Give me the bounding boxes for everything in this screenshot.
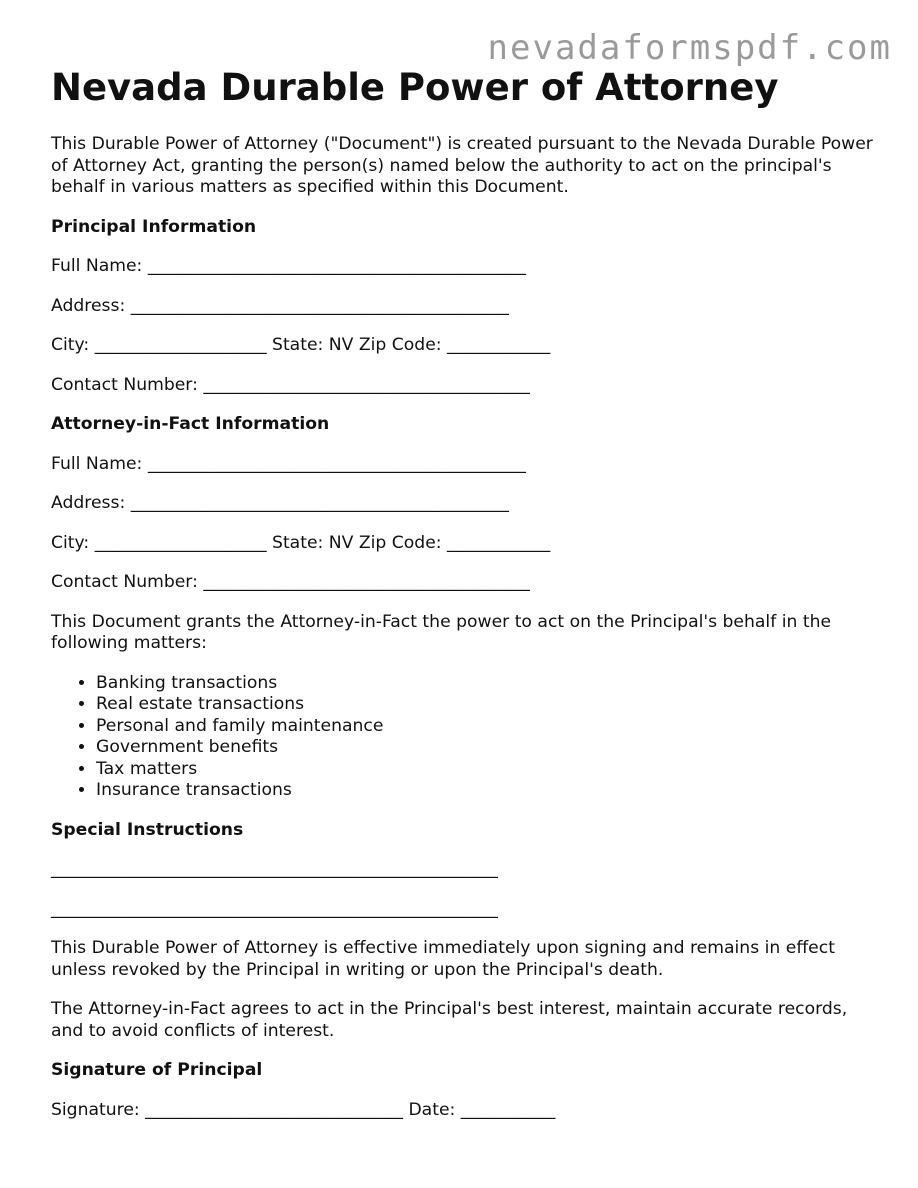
attorney-city-state-zip-field[interactable]: City: ____________________ State: NV Zip Code: ____________ [51, 532, 551, 553]
powers-intro-paragraph: This Document grants the Attorney-in-Fact the power to act on the Principal's behalf in the following matters: [51, 611, 832, 653]
list-item: • Government benefits [96, 737, 881, 759]
principal-contact-field[interactable]: Contact Number: ______________________________________ [51, 374, 530, 395]
effective-paragraph: This Durable Power of Attorney is effective immediately upon signing and remains in effect unless revoked by the Principal in writing or upon the Principal's death. [51, 938, 835, 980]
attorney-address-field[interactable]: Address: ____________________________________________ [51, 493, 509, 513]
signature-heading: Signature of Principal [51, 1060, 263, 1080]
attorney-full-name-field[interactable]: Full Name: ____________________________________________ [51, 453, 526, 474]
attorney-contact-field[interactable]: Contact Number: ______________________________________ [51, 572, 530, 592]
principal-city-state-zip-field[interactable]: City: ____________________ State: NV Zip Code: ____________ [51, 335, 551, 355]
attorney-heading: Attorney-in-Fact Information [51, 414, 330, 434]
list-item: • Tax matters [96, 759, 881, 781]
agreement-paragraph: The Attorney-in-Fact agrees to act in the Principal's best interest, maintain accurate records, and to avoid conflicts of interest. [51, 999, 848, 1041]
list-item: • Real estate transactions [96, 694, 881, 716]
signature-date-field[interactable]: Signature: ______________________________ Date: ___________ [51, 1099, 556, 1120]
document-page [51, 66, 881, 1121]
list-item: • Personal and family maintenance [96, 716, 881, 738]
principal-full-name-field[interactable]: Full Name: ____________________________________________ [51, 256, 526, 276]
list-item: • Insurance transactions [96, 780, 881, 802]
powers-list [51, 673, 881, 802]
special-instructions-heading: Special Instructions [51, 819, 244, 840]
special-instructions-line-1[interactable]: ____________________________________________________ [51, 859, 498, 879]
principal-address-field[interactable]: Address: ____________________________________________ [51, 295, 509, 316]
watermark: nevadaformspdf.com [487, 28, 892, 68]
principal-heading: Principal Information [51, 216, 257, 237]
list-item: • Banking transactions [96, 673, 881, 695]
page-title: Nevada Durable Power of Attorney [51, 66, 779, 109]
intro-paragraph: This Durable Power of Attorney ("Document") is created pursuant to the Nevada Durable Power of Attorney Act, granting the person(s) named below the authority to act on the principal's behalf in various matters as specified within this Document. [51, 134, 873, 197]
special-instructions-line-2[interactable]: ____________________________________________________ [51, 898, 498, 919]
